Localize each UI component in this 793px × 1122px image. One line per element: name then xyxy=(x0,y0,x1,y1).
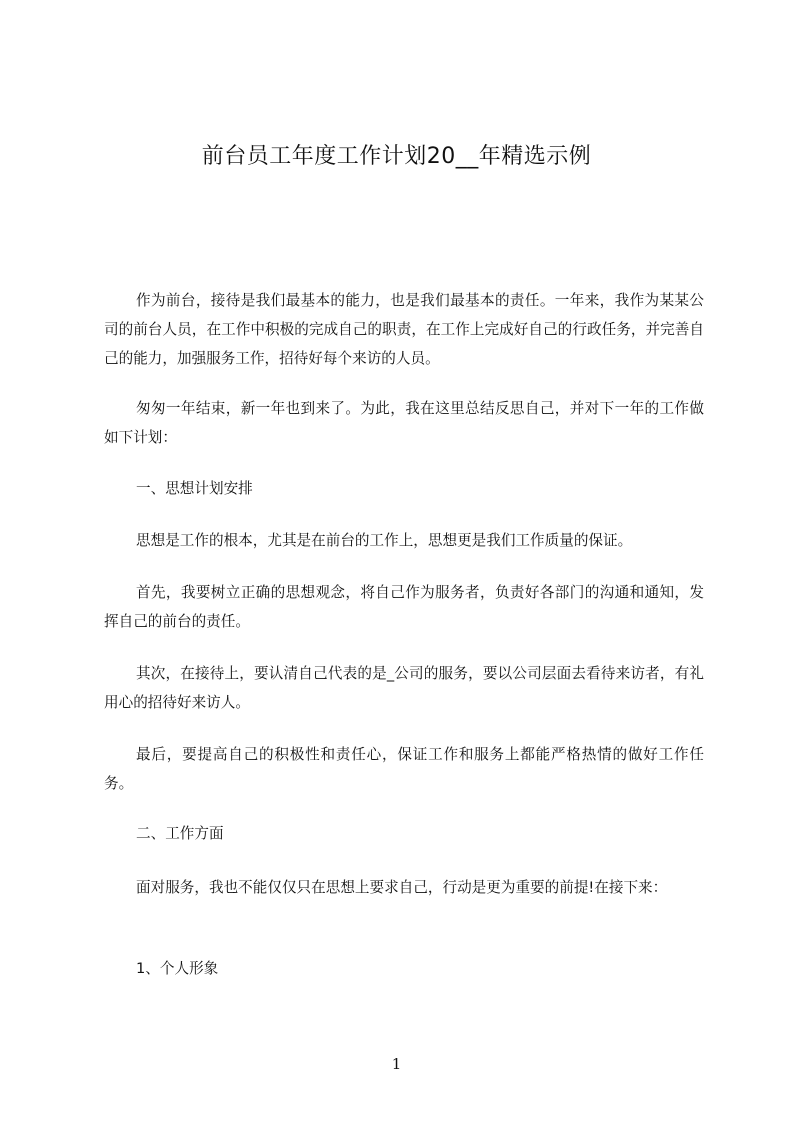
heading-personal-image: 1、个人形象 xyxy=(136,960,219,977)
paragraph-summary: 匆匆一年结束，新一年也到来了。为此，我在这里总结反思自己，并对下一年的工作做如下计划： xyxy=(104,400,704,446)
heading-thought-plan: 一、思想计划安排 xyxy=(136,480,253,497)
paragraph-last: 最后，要提高自己的积极性和责任心，保证工作和服务上都能严格热情的做好工作任务。 xyxy=(104,746,704,792)
heading-work-aspects: 二、工作方面 xyxy=(136,825,224,842)
document-title: 前台员工年度工作计划20__年精选示例 xyxy=(201,144,592,169)
paragraph-second: 其次，在接待上，要认清自己代表的是_公司的服务，要以公司层面去看待来访者，有礼用心的招待好来访人。 xyxy=(104,665,704,711)
paragraph-service: 面对服务，我也不能仅仅只在思想上要求自己，行动是更为重要的前提!在接下来： xyxy=(136,879,668,896)
paragraph-intro: 作为前台，接待是我们最基本的能力，也是我们最基本的责任。一年来，我作为某某公司的前台人员，在工作中积极的完成自己的职责，在工作上完成好自己的行政任务，并完善自己的能力，加强服务工作，招待好每个来访的人员。 xyxy=(104,292,704,367)
paragraph-first: 首先，我要树立正确的思想观念，将自己作为服务者，负责好各部门的沟通和通知，发挥自己的前台的责任。 xyxy=(104,584,704,630)
page-number: 1 xyxy=(391,1055,402,1073)
paragraph-thought-basis: 思想是工作的根本，尤其是在前台的工作上，思想更是我们工作质量的保证。 xyxy=(136,532,633,549)
